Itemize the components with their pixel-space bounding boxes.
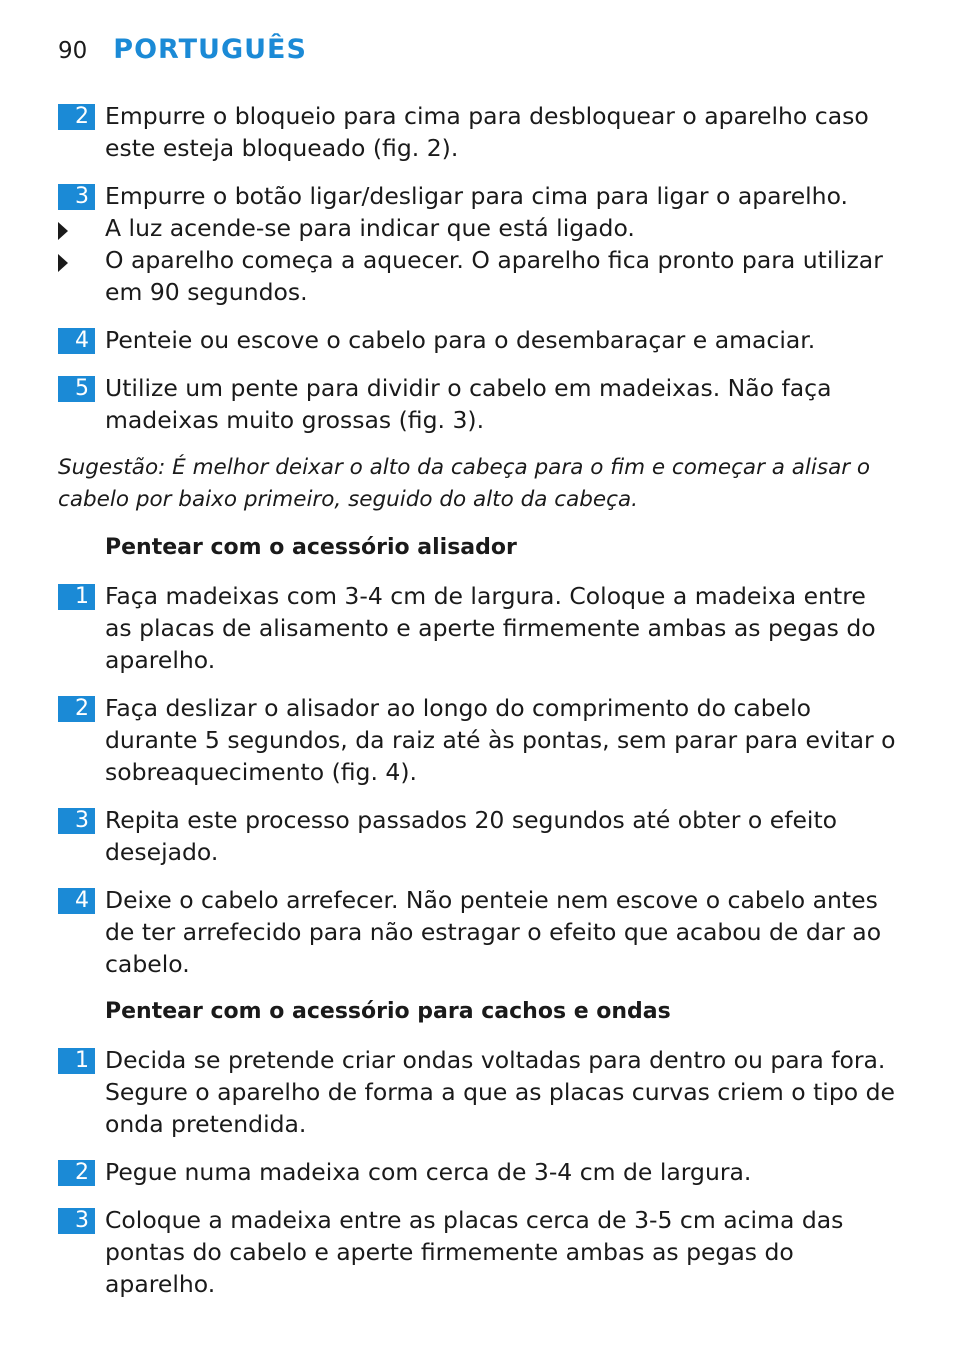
- step-text: Faça madeixas com 3-4 cm de largura. Coloque a madeixa entre as placas de alisamento e aperte firmemente ambas as pegas do aparelho.: [105, 582, 876, 674]
- step-item: [58, 324, 898, 356]
- bullet-icon: [58, 222, 68, 240]
- bullet-item: [58, 244, 898, 308]
- manual-content: [58, 100, 898, 1300]
- step-number-badge: 1: [58, 1048, 95, 1074]
- step-item: [58, 1044, 898, 1140]
- step-text: Pegue numa madeixa com cerca de 3-4 cm de largura.: [105, 1158, 752, 1186]
- bullet-text: O aparelho começa a aquecer. O aparelho fica pronto para utilizar em 90 segundos.: [105, 246, 883, 306]
- step-text: Repita este processo passados 20 segundos até obter o efeito desejado.: [105, 806, 838, 866]
- step-item: [58, 884, 898, 980]
- page-header: [58, 34, 307, 74]
- step-text: Decida se pretende criar ondas voltadas para dentro ou para fora. Segure o aparelho de forma a que as placas curvas criem o tipo de onda pretendida.: [105, 1046, 895, 1138]
- step-number-badge: 3: [58, 808, 95, 834]
- step-number-badge: 4: [58, 328, 95, 354]
- section-heading: Pentear com o acessório alisador: [105, 535, 517, 560]
- step-number-badge: 2: [58, 1160, 95, 1186]
- step-item: [58, 804, 898, 868]
- step-text: Penteie ou escove o cabelo para o desembaraçar e amaciar.: [105, 326, 816, 354]
- step-item: [58, 180, 898, 212]
- page-number: 90: [58, 38, 88, 64]
- step-item: [58, 580, 898, 676]
- bullet-item: [58, 212, 898, 244]
- step-number-badge: 5: [58, 376, 95, 402]
- step-number-badge: 1: [58, 584, 95, 610]
- step-item: [58, 1156, 898, 1188]
- step-text: Utilize um pente para dividir o cabelo em madeixas. Não faça madeixas muito grossas (fig. 3).: [105, 374, 832, 434]
- step-text: Coloque a madeixa entre as placas cerca de 3-5 cm acima das pontas do cabelo e aperte firmemente ambas as pegas do aparelho.: [105, 1206, 844, 1298]
- tip-note: Sugestão: É melhor deixar o alto da cabeça para o fim e começar a alisar o cabelo por baixo primeiro, seguido do alto da cabeça.: [58, 455, 871, 512]
- step-number-badge: 2: [58, 104, 95, 130]
- step-item: [58, 372, 898, 436]
- step-item: [58, 1204, 898, 1300]
- step-text: Empurre o bloqueio para cima para desbloquear o aparelho caso este esteja bloqueado (fig. 2).: [105, 102, 869, 162]
- step-text: Deixe o cabelo arrefecer. Não penteie nem escove o cabelo antes de ter arrefecido para não estragar o efeito que acabou de dar ao cabelo.: [105, 886, 882, 978]
- section-heading: Pentear com o acessório para cachos e ondas: [105, 999, 671, 1024]
- step-item: [58, 100, 898, 164]
- language-title: PORTUGUÊS: [113, 34, 307, 65]
- step-number-badge: 4: [58, 888, 95, 914]
- step-number-badge: 3: [58, 1208, 95, 1234]
- bullet-text: A luz acende-se para indicar que está ligado.: [105, 214, 635, 242]
- step-item: [58, 692, 898, 788]
- step-text: Empurre o botão ligar/desligar para cima para ligar o aparelho.: [105, 182, 849, 210]
- step-text: Faça deslizar o alisador ao longo do comprimento do cabelo durante 5 segundos, da raiz até às pontas, sem parar para evitar o sobreaquecimento (fig. 4).: [105, 694, 896, 786]
- step-number-badge: 2: [58, 696, 95, 722]
- step-number-badge: 3: [58, 184, 95, 210]
- bullet-icon: [58, 254, 68, 272]
